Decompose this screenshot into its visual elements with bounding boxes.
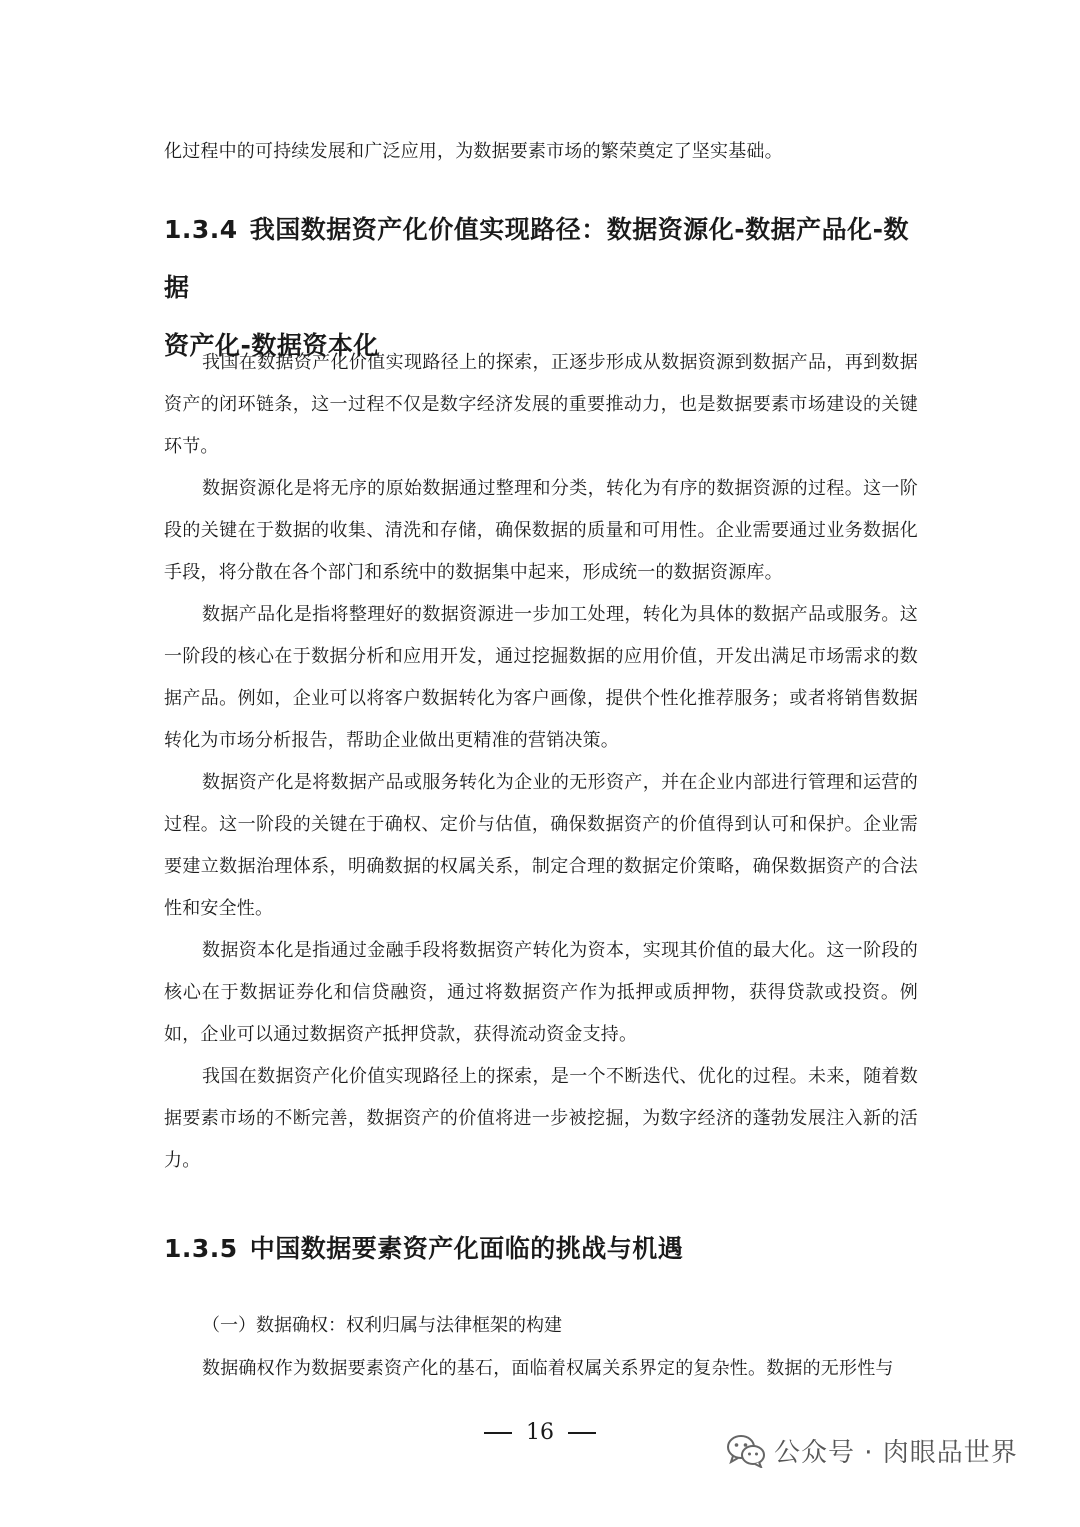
dash-right	[568, 1432, 596, 1434]
section-title: 中国数据要素资产化面临的挑战与机遇	[249, 1234, 684, 1263]
dash-left	[484, 1432, 512, 1434]
body-paragraph: 数据产品化是指将整理好的数据资源进一步加工处理，转化为具体的数据产品或服务。这一阶段的核心在于数据分析和应用开发，通过挖掘数据的应用价值，开发出满足市场需求的数据产品。例如，企业可以将客户数据转化为客户画像，提供个性化推荐服务；或者将销售数据转化为市场分析报告，帮助企业做出更精准的营销决策。	[164, 604, 918, 751]
body-paragraph: 数据资源化是将无序的原始数据通过整理和分类，转化为有序的数据资源的过程。这一阶段的关键在于数据的收集、清洗和存储，确保数据的质量和可用性。企业需要通过业务数据化手段，将分散在各个部门和系统中的数据集中起来，形成统一的数据资源库。	[164, 478, 918, 583]
section-number: 1.3.4	[164, 215, 238, 244]
section-title-line2: 资产化-数据资本化	[164, 331, 379, 360]
watermark	[726, 1432, 1018, 1469]
section-number: 1.3.5	[164, 1234, 238, 1263]
wechat-icon	[726, 1434, 766, 1468]
section-1-3-5-body	[164, 1348, 918, 1390]
body-paragraph: 数据资产化是将数据产品或服务转化为企业的无形资产，并在企业内部进行管理和运营的过程。这一阶段的关键在于确权、定价与估值，确保数据资产的价值得到认可和保护。企业需要建立数据治理体系，明确数据的权属关系，制定合理的数据定价策略，确保数据资产的合法性和安全性。	[164, 772, 918, 919]
lead-paragraph: 化过程中的可持续发展和广泛应用，为数据要素市场的繁荣奠定了坚实基础。	[164, 141, 783, 162]
body-paragraph: 数据确权作为数据要素资产化的基石，面临着权属关系界定的复杂性。数据的无形性与	[202, 1358, 894, 1379]
section-1-3-5-heading	[164, 1220, 918, 1278]
subheading: （一）数据确权：权利归属与法律框架的构建	[202, 1315, 562, 1336]
page-number-value: 16	[526, 1420, 554, 1445]
section-1-3-4-body	[164, 342, 918, 1182]
watermark-text: 公众号 · 肉眼品世界	[774, 1438, 1018, 1468]
body-paragraph: 数据资本化是指通过金融手段将数据资产转化为资本，实现其价值的最大化。这一阶段的核心在于数据证券化和信贷融资，通过将数据资产作为抵押或质押物，获得贷款或投资。例如，企业可以通过数据资产抵押贷款，获得流动资金支持。	[164, 940, 918, 1045]
body-paragraph: 我国在数据资产化价值实现路径上的探索，正逐步形成从数据资源到数据产品，再到数据资产的闭环链条，这一过程不仅是数字经济发展的重要推动力，也是数据要素市场建设的关键环节。	[164, 352, 918, 457]
section-title-line1: 我国数据资产化价值实现路径：数据资源化-数据产品化-数据	[164, 215, 909, 302]
body-paragraph: 我国在数据资产化价值实现路径上的探索，是一个不断迭代、优化的过程。未来，随着数据要素市场的不断完善，数据资产的价值将进一步被挖掘，为数字经济的蓬勃发展注入新的活力。	[164, 1066, 918, 1171]
